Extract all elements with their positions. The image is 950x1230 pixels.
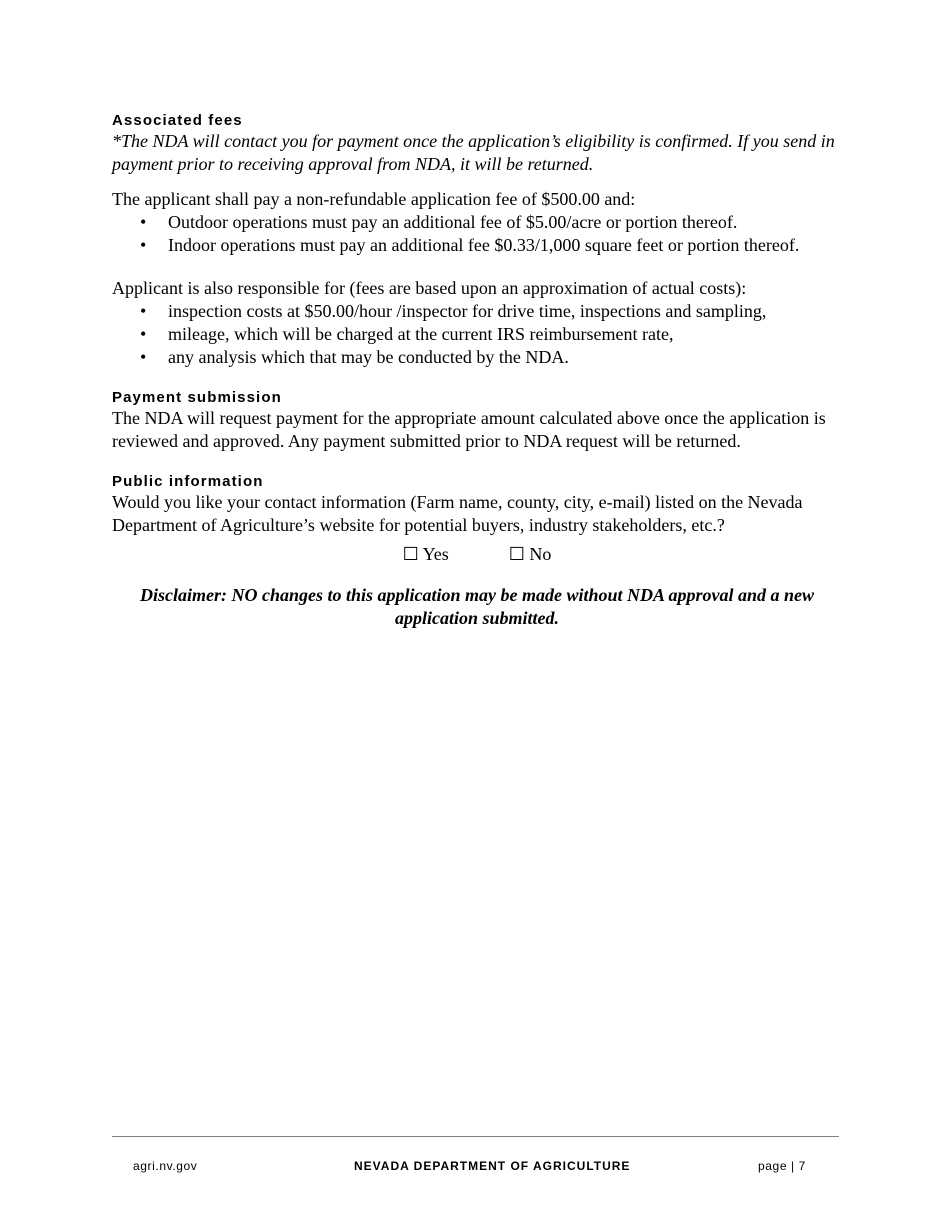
payment-submission-text: The NDA will request payment for the appropriate amount calculated above once the application is reviewed and approved. Any payment submitted prior to NDA request will be returned. [112,408,826,451]
operation-fee-list [112,211,842,257]
footer-organization: NEVADA DEPARTMENT OF AGRICULTURE [354,1159,631,1173]
footer-website: agri.nv.gov [133,1159,198,1173]
payment-note: *The NDA will contact you for payment once the application’s eligibility is confirmed. If you send in payment prior to receiving approval from NDA, it will be returned. [112,131,835,174]
yes-checkbox[interactable]: ☐ Yes [402,544,449,564]
no-checkbox[interactable]: ☐ No [508,544,552,564]
document-body [112,112,842,630]
payment-submission-heading: Payment submission [112,389,282,406]
public-information-question: Would you like your contact information (Farm name, county, city, e-mail) listed on the Nevada Department of Agriculture’s website for potential buyers, industry stakeholders, etc.? [112,492,803,535]
list-item: • mileage, which will be charged at the current IRS reimbursement rate, [140,324,674,344]
list-item: • inspection costs at $50.00/hour /inspector for drive time, inspections and sampling, [140,301,767,321]
public-information-heading: Public information [112,473,264,490]
associated-fees-heading: Associated fees [112,112,243,129]
disclaimer: Disclaimer: NO changes to this application may be made without NDA approval and a new application submitted. [139,585,815,628]
list-item: • Outdoor operations must pay an additional fee of $5.00/acre or portion thereof. [140,212,738,232]
additional-costs-list [112,300,842,369]
list-item: • Indoor operations must pay an additional fee $0.33/1,000 square feet or portion thereof. [140,235,800,255]
footer-page-number: page | 7 [758,1159,806,1173]
list-item: • any analysis which that may be conducted by the NDA. [140,347,569,367]
application-fee-intro: The applicant shall pay a non-refundable application fee of $500.00 and: [112,189,636,209]
public-info-options [112,543,842,566]
additional-costs-intro: Applicant is also responsible for (fees are based upon an approximation of actual costs): [112,278,747,298]
footer-divider [112,1136,839,1137]
